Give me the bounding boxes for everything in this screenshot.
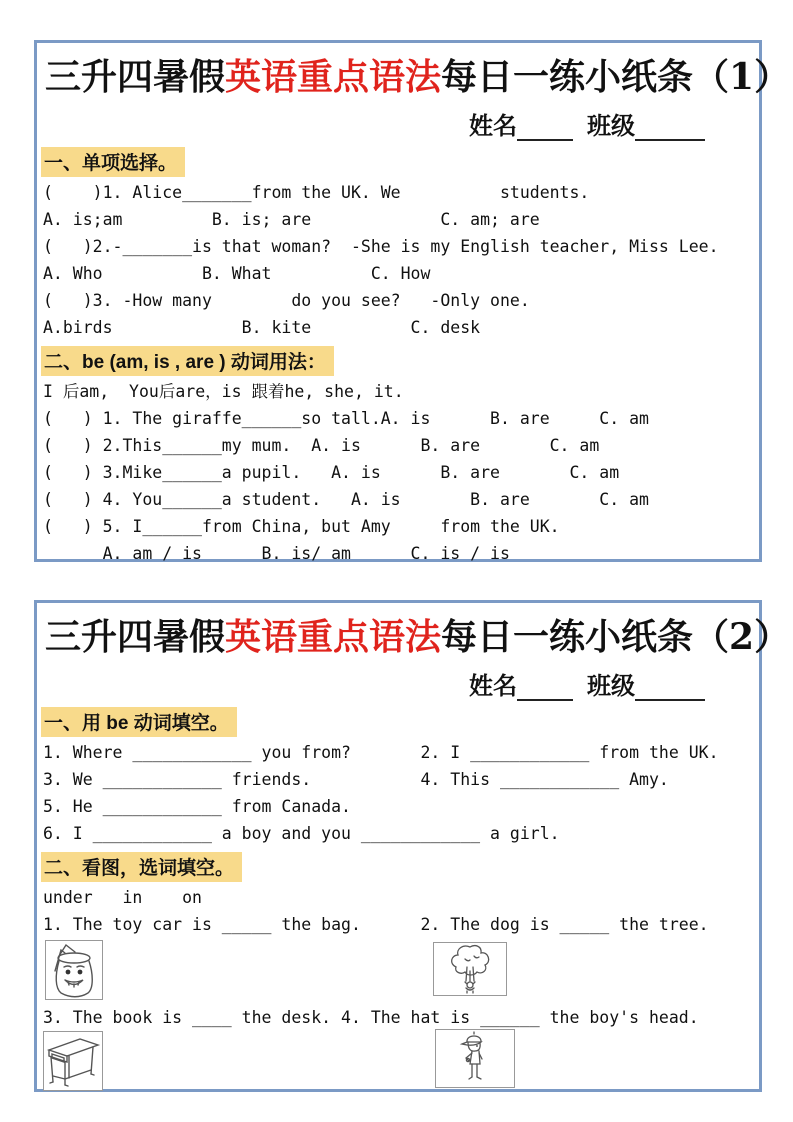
question-line: ( )3. -How many do you see? -Only one.	[43, 291, 530, 310]
title-red-part: 英语重点语法	[225, 616, 442, 658]
title-red-part: 英语重点语法	[225, 56, 442, 98]
word-bank-line: under in on	[43, 888, 202, 907]
tree-with-dog-image	[433, 942, 507, 996]
class-blank	[635, 679, 705, 701]
name-class-line	[469, 106, 759, 140]
illustration-row-2	[37, 1031, 759, 1093]
school-desk-image	[43, 1031, 103, 1091]
grammar-hint-line: I 后am, You后are，is 跟着he, she, it.	[43, 382, 404, 401]
question-line: 6. I ____________ a boy and you ____________ a girl.	[43, 824, 560, 843]
name-label: 姓名	[469, 671, 517, 700]
title-suffix: 每日一练小纸条（1）	[441, 56, 791, 98]
class-label: 班级	[587, 671, 635, 700]
boy-wearing-cap-image	[435, 1029, 515, 1088]
worksheet-card-2	[34, 600, 791, 1092]
question-line: 1. Where ____________ you from? 2. I ____________ from the UK.	[43, 743, 719, 762]
question-line: ( )1. Alice_______from the UK. We students.	[43, 183, 590, 202]
name-label: 姓名	[469, 111, 517, 140]
section-header: 二、看图，选词填空。	[41, 852, 242, 882]
illustration-row-1	[37, 938, 759, 1004]
class-blank	[635, 119, 705, 141]
question-line: ( ) 3.Mike______a pupil. A. is B. are C. am	[43, 463, 620, 482]
title-prefix: 三升四暑假	[45, 56, 226, 98]
question-line: 3. We ____________ friends. 4. This ____________ Amy.	[43, 770, 669, 789]
question-line: 1. The toy car is _____ the bag. 2. The dog is _____ the tree.	[43, 915, 709, 934]
question-line: 5. He ____________ from Canada.	[43, 797, 351, 816]
question-line: ( ) 1. The giraffe______so tall.A. is B. are C. am	[43, 409, 649, 428]
question-line: ( ) 2.This______my mum. A. is B. are C. am	[43, 436, 600, 455]
question-line: ( )2.-_______is that woman? -She is my English teacher, Miss Lee.	[43, 237, 719, 256]
worksheet-title	[45, 609, 791, 660]
options-line: A. am / is B. is/ am C. is / is	[43, 544, 510, 563]
section-header: 一、用 be 动词填空。	[41, 707, 237, 737]
name-class-line	[469, 666, 759, 700]
section-header: 二、be (am, is , are ) 动词用法：	[41, 346, 334, 376]
schoolbag-with-face-image	[45, 940, 103, 1000]
options-line: A. Who B. What C. How	[43, 264, 431, 283]
question-line: 3. The book is ____ the desk. 4. The hat is ______ the boy's head.	[43, 1008, 699, 1027]
options-line: A. is;am B. is; are C. am; are	[43, 210, 540, 229]
question-line: ( ) 5. I______from China, but Amy from the UK.	[43, 517, 560, 536]
worksheet-card-1	[34, 40, 791, 563]
worksheet-title	[45, 49, 791, 100]
title-suffix: 每日一练小纸条（2）	[441, 616, 791, 658]
section-header: 一、单项选择。	[41, 147, 185, 177]
question-line: ( ) 4. You______a student. A. is B. are C. am	[43, 490, 649, 509]
name-blank	[517, 119, 573, 141]
title-prefix: 三升四暑假	[45, 616, 226, 658]
class-label: 班级	[587, 111, 635, 140]
options-line: A.birds B. kite C. desk	[43, 318, 481, 337]
name-blank	[517, 679, 573, 701]
